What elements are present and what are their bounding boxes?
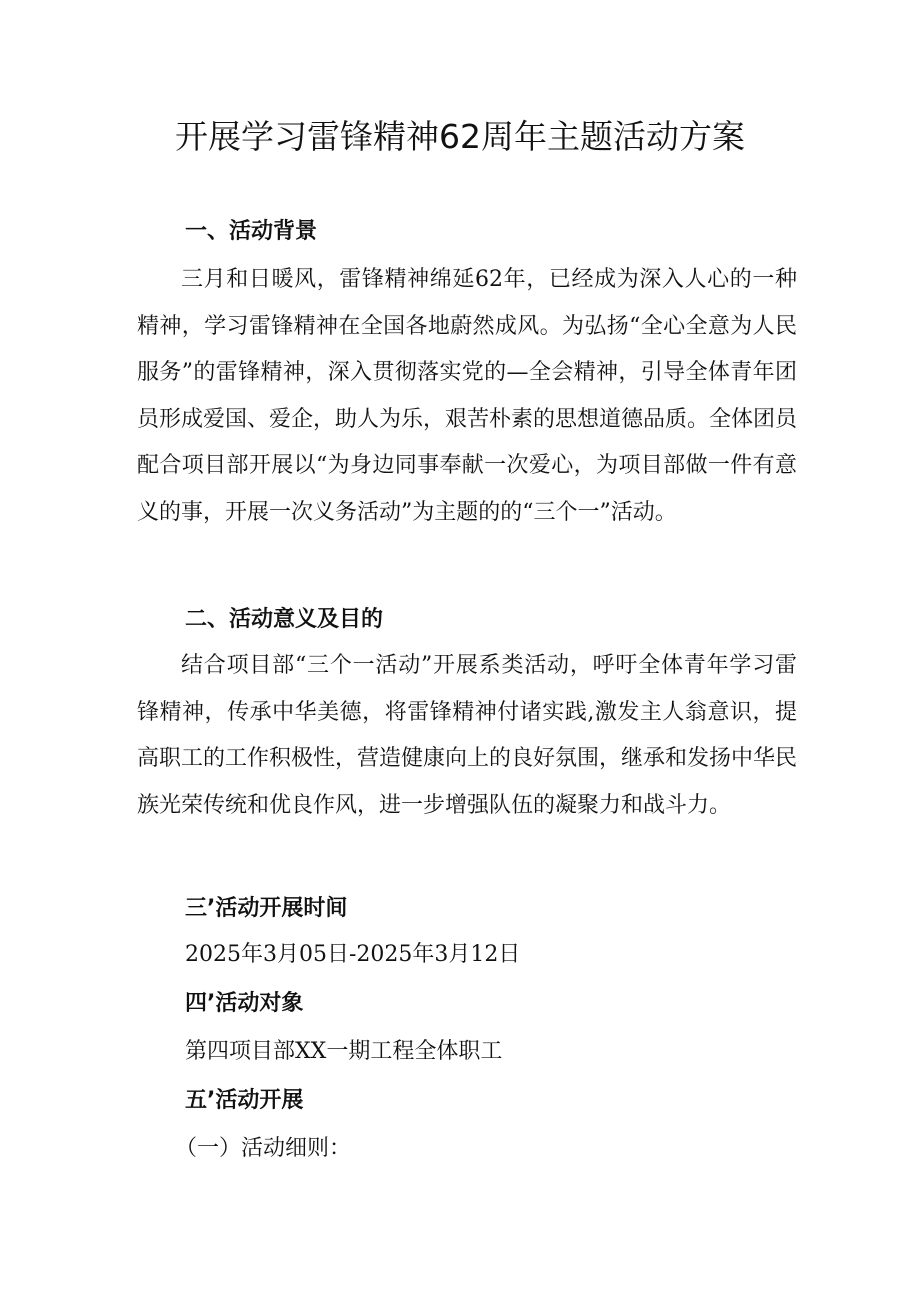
document-title: 开展学习雷锋精神62周年主题活动方案 [175, 117, 745, 156]
section-subheading-rules: （一）活动细则： [175, 1136, 352, 1161]
section-heading-purpose: 二、活动意义及目的 [185, 607, 384, 632]
section-heading-activities: 五’活动开展 [185, 1088, 304, 1113]
section-heading-background: 一、活动背景 [185, 219, 318, 244]
section-line-time: 2025年3月05日-2025年3月12日 [185, 942, 521, 967]
section-heading-time: 三’活动开展时间 [185, 896, 348, 921]
section-paragraph-purpose: 结合项目部“三个一活动”开展系类活动，呼吁全体青年学习雷锋精神，传承中华美德，将雷锋精神付诸实践,激发主人翁意识，提高职工的工作积极性，营造健康向上的良好氛围，继承和发扬中华民族光荣传统和优良作风，进一步增强队伍的凝聚力和战斗力。 [137, 653, 798, 818]
section-heading-audience: 四’活动对象 [185, 991, 304, 1016]
section-line-audience: 第四项目部XX一期工程全体职工 [185, 1039, 503, 1064]
section-paragraph-background: 三月和日暖风，雷锋精神绵延62年，已经成为深入人心的一种精神，学习雷锋精神在全国各地蔚然成风。为弘扬“全心全意为人民服务”的雷锋精神，深入贯彻落实党的—全会精神，引导全体青年团员形成爱国、爱企，助人为乐，艰苦朴素的思想道德品质。全体团员配合项目部开展以“为身边同事奉献一次爱心，为项目部做一件有意义的事，开展一次义务活动”为主题的的“三个一”活动。 [137, 267, 798, 525]
